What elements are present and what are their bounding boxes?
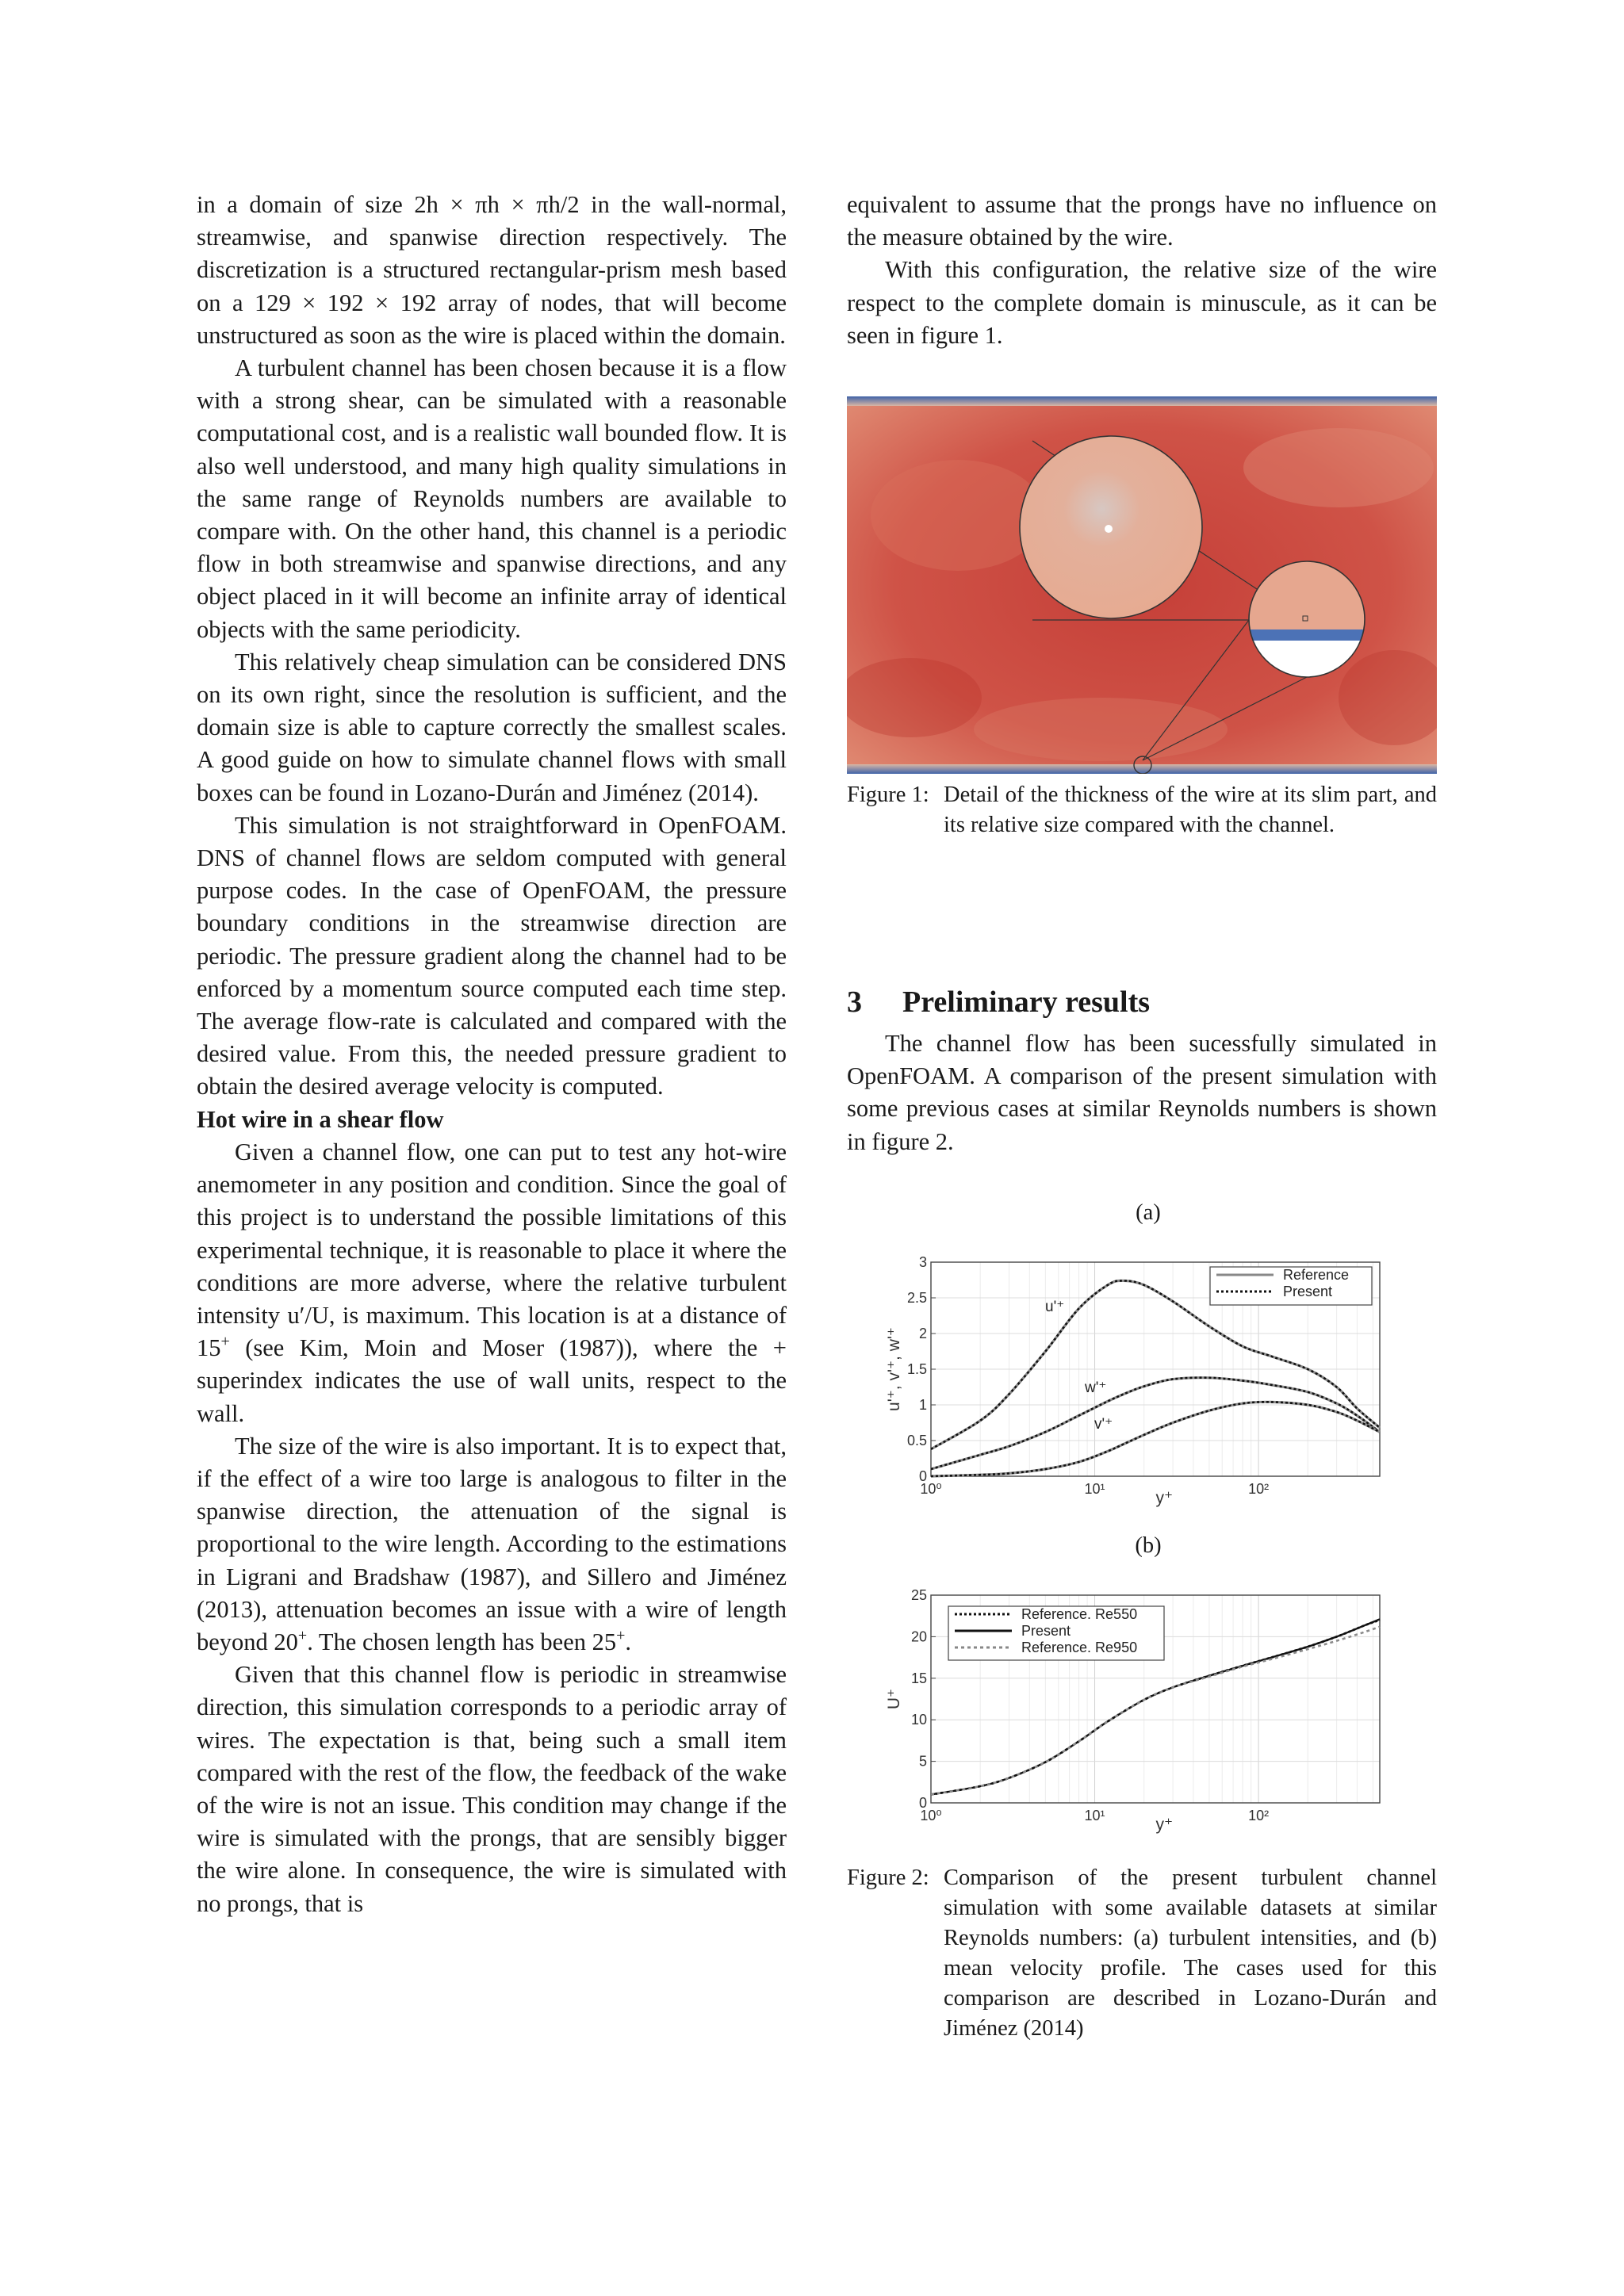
superscript: + [616,1626,626,1644]
series-annotation: w'⁺ [1085,1380,1107,1396]
caption-label: Figure 1: [847,783,929,807]
y-tick-label: 0 [918,1468,927,1484]
chart-b-mean-velocity [864,1582,1404,1844]
right-column-top [847,189,1437,352]
text-run: Given a channel flow, one can put to test any hot-wire anemometer in any position and condition. Since the goal of this project is to understand the possible limitations of this experimental technique, it is reasonable to place it where the conditions are more adverse, where the relative turbulent intensity u′/U, is maximum. This location is at a distance of 15 [197,1138,787,1362]
y-tick-label: 1 [918,1397,927,1413]
y-tick-label: 1.5 [906,1361,927,1377]
paragraph: equivalent to assume that the prongs have no influence on the measure obtained by the wire. [847,191,1437,251]
y-tick-label: 15 [910,1670,927,1686]
y-tick-label: 2 [918,1326,927,1341]
legend-label: Reference. Re550 [1021,1606,1138,1622]
section-heading [847,983,1437,1021]
series-line [931,1280,1380,1448]
paragraph: in a domain of size 2h × πh × πh/2 in the wall-normal, streamwise, and spanwise direction respectively. The discretization is a structured rectangular-prism mesh based on a 129 × 192 × 192 array of nodes, that will become unstructured as soon as the wire is placed within the domain. [197,191,787,349]
figure-1-image [847,396,1437,774]
x-axis-label: y⁺ [1155,1816,1174,1834]
series-line-overlay [931,1402,1380,1476]
text-run: (see Kim, Moin and Moser (1987)), where the + superindex indicates the use of wall units, respect to the wall. [197,1334,787,1427]
legend [948,1606,1164,1660]
paragraph: A turbulent channel has been chosen because it is a flow with a strong shear, can be simulated with a reasonable computational cost, and is a realistic wall bounded flow. It is also well understood, and many high quality simulations in the same range of Reynolds numbers are available to compare with. On the other hand, this channel is a periodic flow in both streamwise and spanwise directions, and any object placed in it will become an infinite array of identical objects with the same periodicity. [197,354,787,643]
text-run: The size of the wire is also important. It is to expect that, if the effect of a wire too large is analogous to filter in the spanwise direction, the attenuation of the signal is proportional to the wire length. According to the estimations in Ligrani and Bradshaw (1987), and Sillero and Jiménez (2013), attenuation becomes an issue with a wire of length beyond 20 [197,1432,787,1655]
series-annotation: v'⁺ [1094,1416,1113,1433]
y-axis-label: U⁺ [885,1688,903,1710]
y-tick-label: 0.5 [906,1433,927,1448]
y-tick-label: 20 [910,1628,927,1645]
paragraph: With this configuration, the relative size of the wire respect to the complete domain is minuscule, as it can be seen in figure 1. [847,256,1437,349]
y-tick-label: 0 [918,1795,927,1811]
figure-2-caption [847,1863,1437,2044]
y-tick-label: 10 [910,1712,927,1728]
paragraph: The channel flow has been sucessfully simulated in OpenFOAM. A comparison of the present simulation with some previous cases at similar Reynolds numbers is shown in figure 2. [847,1030,1437,1155]
paragraph: This simulation is not straightforward in OpenFOAM. DNS of channel flows are seldom computed with general purpose codes. In the case of OpenFOAM, the pressure boundary conditions in the streamwise direction are periodic. The pressure gradient along the channel had to be enforced by a momentum source computed each time step. The average flow-rate is calculated and compared with the desired value. From this, the needed pressure gradient to obtain the desired average velocity is computed. [197,811,787,1100]
x-tick-label: 10⁰ [920,1481,942,1497]
y-tick-label: 5 [918,1753,927,1770]
series-line [931,1402,1380,1476]
subsection-heading: Hot wire in a shear flow [197,1105,444,1133]
legend-label: Reference [1283,1267,1350,1283]
x-axis-label: y⁺ [1155,1489,1174,1507]
y-tick-label: 2.5 [906,1290,927,1306]
panel-a-label: (a) [1136,1200,1161,1225]
series-line [931,1378,1380,1469]
caption-label: Figure 2: [847,1866,929,1890]
section-number: 3 [847,985,862,1019]
legend-label: Reference. Re950 [1021,1640,1138,1655]
series-line-overlay [931,1280,1380,1448]
paragraph [197,1430,787,1659]
wire-cross-section [1105,525,1113,533]
legend [1210,1267,1372,1305]
y-tick-label: 25 [910,1587,927,1603]
superscript: + [220,1333,230,1351]
top-wall-band [847,396,1437,406]
x-tick-label: 10⁰ [920,1808,942,1823]
y-tick-label: 3 [918,1254,927,1270]
figure-1-caption [847,780,1437,840]
legend-label: Present [1283,1284,1333,1299]
paragraph: This relatively cheap simulation can be considered DNS on its own right, since the resolution is sufficient, and the domain size is able to capture correctly the smallest scales. A good guide on how to simulate channel flows with small boxes can be found in Lozano-Durán and Jiménez (2014). [197,648,787,806]
x-tick-label: 10² [1248,1481,1270,1497]
series-line-overlay [931,1378,1380,1469]
bottom-wall-band [847,764,1437,774]
legend-label: Present [1021,1623,1071,1639]
paragraph [197,1136,787,1430]
paragraph: Given that this channel flow is periodic in streamwise direction, this simulation corresponds to a periodic array of wires. The expectation is that, being such a small item compared with the rest of the flow, the feedback of the wake of the wire is not an issue. This condition may change if the wire is simulated with the prongs, that are sensibly bigger the wire alone. In consequence, the wire is simulated with no prongs, that is [197,1661,787,1917]
y-axis-label: u'⁺, v'⁺, w'⁺ [885,1327,903,1411]
x-tick-label: 10¹ [1084,1808,1105,1823]
left-column [197,189,787,1920]
x-tick-label: 10² [1248,1808,1270,1823]
caption-text: Comparison of the present turbulent channel simulation with some available datasets at similar Reynolds numbers: (a) turbulent intensities, and (b) mean velocity profile. The cases used for this comparison are described in Lozano-Durán and Jiménez (2014) [944,1866,1437,2041]
superscript: + [297,1626,308,1644]
text-run: . The chosen length has been 25 [307,1628,617,1655]
x-tick-label: 10¹ [1084,1481,1105,1497]
section-3 [847,983,1437,1158]
caption-text: Detail of the thickness of the wire at its slim part, and its relative size compared with the channel. [944,783,1437,837]
chart-a-turbulent-intensities [864,1245,1404,1514]
series-annotation: u'⁺ [1045,1299,1065,1315]
panel-b-label: (b) [1135,1533,1162,1558]
text-run: . [625,1628,632,1655]
section-title: Preliminary results [902,985,1151,1019]
